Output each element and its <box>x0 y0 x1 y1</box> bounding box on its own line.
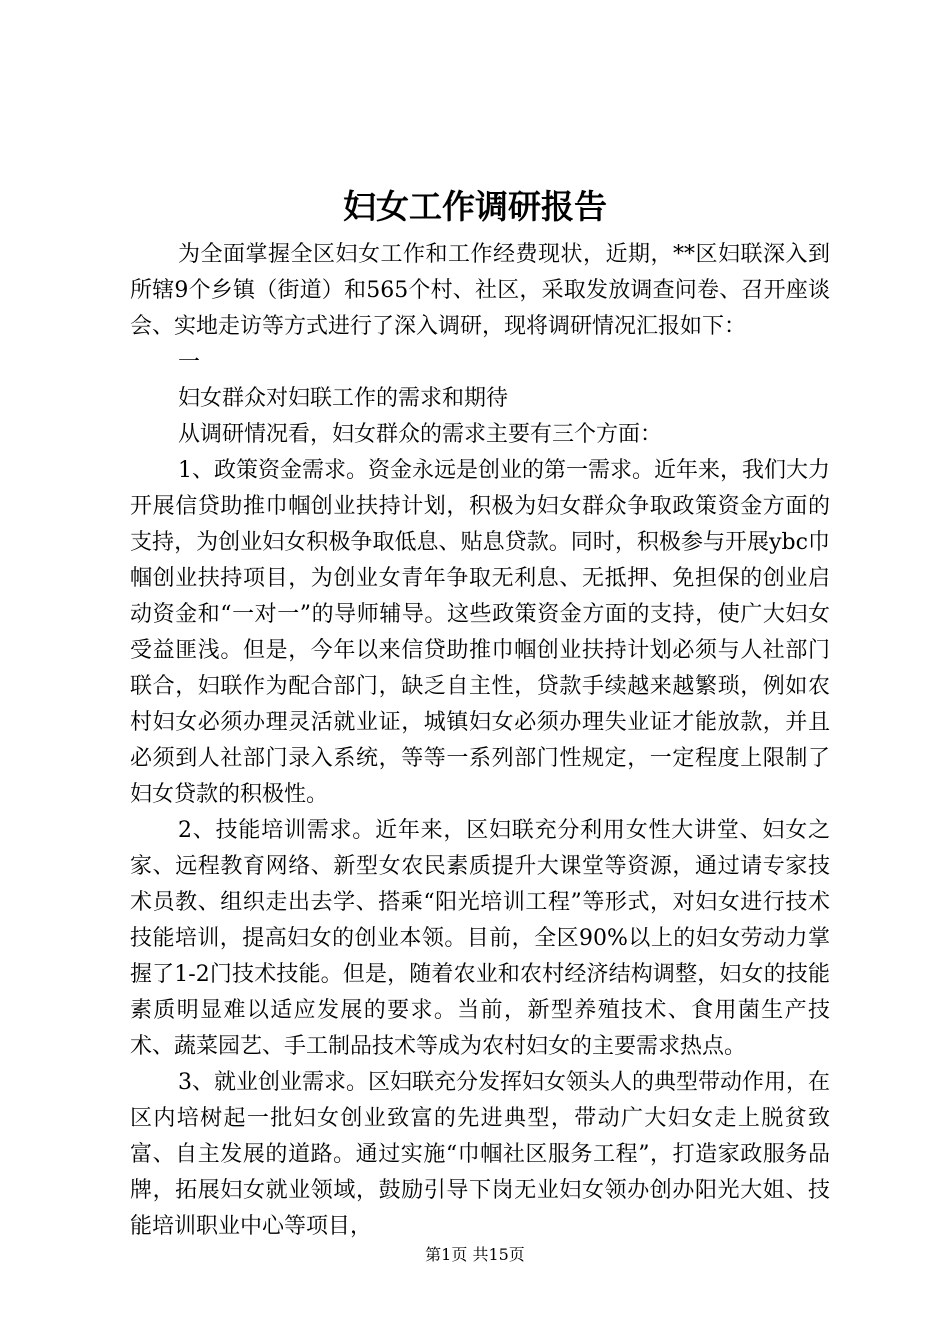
document-body <box>130 237 830 1245</box>
summary-paragraph: 从调研情况看，妇女群众的需求主要有三个方面： <box>178 422 663 447</box>
document-title: 妇女工作调研报告 <box>343 187 607 226</box>
section-number: 一 <box>178 350 201 375</box>
policy-funding-paragraph: 1、政策资金需求。资金永远是创业的第一需求。近年来，我们大力开展信贷助推巾帼创业扶持计划，积极为妇女群众争取政策资金方面的支持，为创业妇女积极争取低息、贴息贷款。同时，积极参与开展ybc巾帼创业扶持项目，为创业女青年争取无利息、无抵押、免担保的创业启动资金和“一对一”的导师辅导。这些政策资金方面的支持，使广大妇女受益匪浅。但是，今年以来信贷助推巾帼创业扶持计划必须与人社部门联合，妇联作为配合部门，缺乏自主性，贷款手续越来越繁琐，例如农村妇女必须办理灵活就业证，城镇妇女必须办理失业证才能放款，并且必须到人社部门录入系统，等等一系列部门性规定，一定程度上限制了妇女贷款的积极性。 <box>130 458 830 807</box>
page-number-footer: 第1页 共15页 <box>425 1245 525 1264</box>
employment-paragraph: 3、就业创业需求。区妇联充分发挥妇女领头人的典型带动作用，在区内培树起一批妇女创业致富的先进典型，带动广大妇女走上脱贫致富、自主发展的道路。通过实施“巾帼社区服务工程”，打造家政服务品牌，拓展妇女就业领域，鼓励引导下岗无业妇女领办创办阳光大姐、技能培训职业中心等项目， <box>130 1070 830 1239</box>
section-heading: 妇女群众对妇联工作的需求和期待 <box>178 386 509 411</box>
intro-paragraph: 为全面掌握全区妇女工作和工作经费现状，近期，**区妇联深入到所辖9个乡镇（街道）和565个村、社区，采取发放调查问卷、召开座谈会、实地走访等方式进行了深入调研，现将调研情况汇报如下： <box>130 242 830 339</box>
skills-training-paragraph: 2、技能培训需求。近年来，区妇联充分利用女性大讲堂、妇女之家、远程教育网络、新型女农民素质提升大课堂等资源，通过请专家技术员教、组织走出去学、搭乘“阳光培训工程”等形式，对妇女进行技术技能培训，提高妇女的创业本领。目前，全区90%以上的妇女劳动力掌握了1-2门技术技能。但是，随着农业和农村经济结构调整，妇女的技能素质明显难以适应发展的要求。当前，新型养殖技术、食用菌生产技术、蔬菜园艺、手工制品技术等成为农村妇女的主要需求热点。 <box>130 818 830 1059</box>
